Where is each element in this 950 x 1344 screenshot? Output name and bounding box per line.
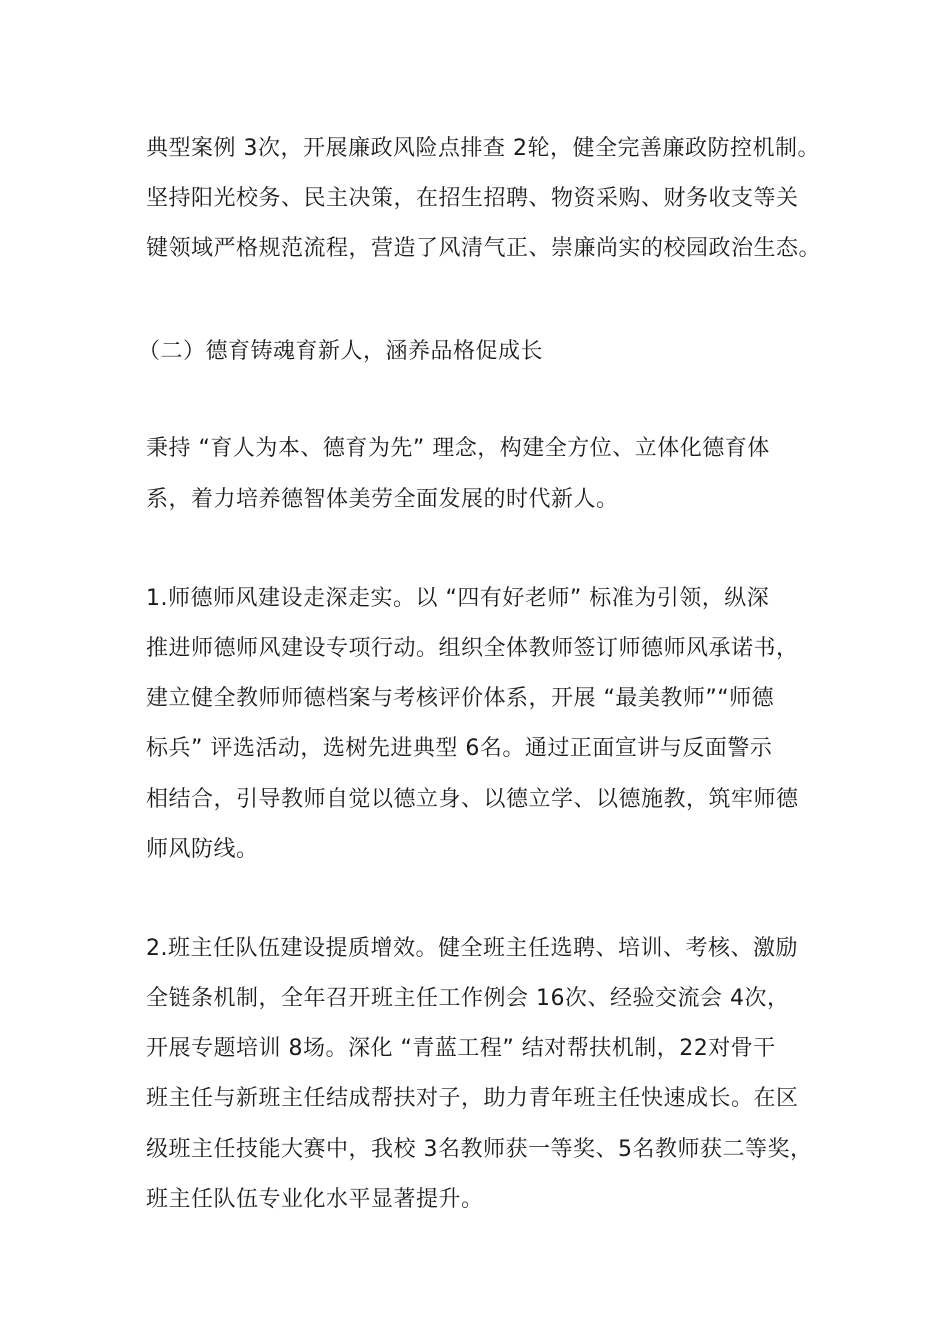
para2-line-1: 秉持 “育人为本、德育为先” 理念，构建全方位、立体化德育体 <box>146 436 770 461</box>
section-heading: （二）德育铸魂育新人，涵养品格促成长 <box>138 339 544 364</box>
para4-line-6: 班主任队伍专业化水平显著提升。 <box>146 1187 484 1212</box>
para3-line-1: 1.师德师风建设走深走实。以 “四有好老师” 标准为引领，纵深 <box>146 586 770 611</box>
para1-line-3: 键领域严格规范流程，营造了风清气正、崇廉尚实的校园政治生态。 <box>146 236 822 261</box>
para3-line-4: 标兵” 评选活动，选树先进典型 6名。通过正面宣讲与反面警示 <box>146 736 773 761</box>
para4-line-2: 全链条机制，全年召开班主任工作例会 16次、经验交流会 4次， <box>146 986 790 1011</box>
para4-line-3: 开展专题培训 8场。深化 “青蓝工程” 结对帮扶机制，22对骨干 <box>146 1036 776 1061</box>
para2-line-2: 系，着力培养德智体美劳全面发展的时代新人。 <box>146 487 619 512</box>
para1-line-2: 坚持阳光校务、民主决策，在招生招聘、物资采购、财务收支等关 <box>146 186 799 211</box>
para4-line-4: 班主任与新班主任结成帮扶对子，助力青年班主任快速成长。在区 <box>146 1086 799 1111</box>
para3-line-2: 推进师德师风建设专项行动。组织全体教师签订师德师风承诺书， <box>146 636 799 661</box>
para3-line-3: 建立健全教师师德档案与考核评价体系，开展 “最美教师”“师德 <box>146 686 775 711</box>
para3-line-5: 相结合，引导教师自觉以德立身、以德立学、以德施教，筑牢师德 <box>146 787 799 812</box>
para3-line-6: 师风防线。 <box>146 837 259 862</box>
para1-line-1: 典型案例 3次，开展廉政风险点排查 2轮，健全完善廉政防控机制。 <box>146 136 820 161</box>
para4-line-1: 2.班主任队伍建设提质增效。健全班主任选聘、培训、考核、激励 <box>146 936 798 961</box>
para4-line-5: 级班主任技能大赛中，我校 3名教师获一等奖、5名教师获二等奖， <box>146 1137 813 1162</box>
